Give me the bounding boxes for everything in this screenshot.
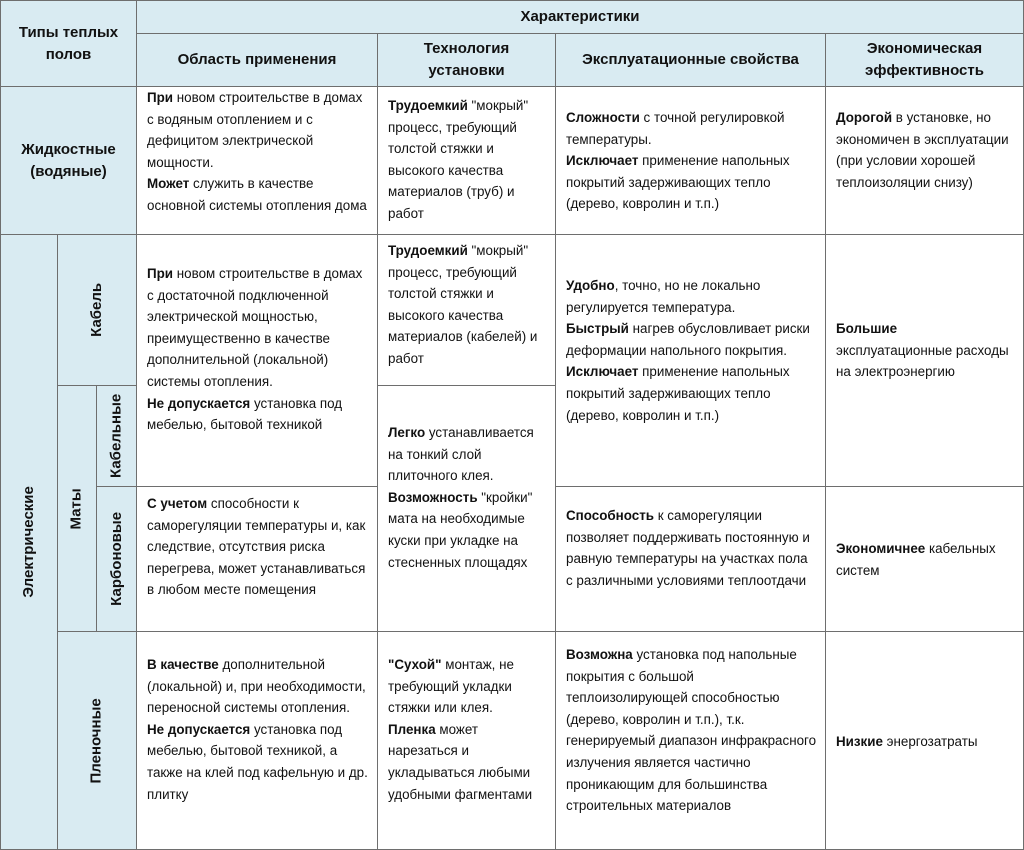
group-label-mat-carbon xyxy=(96,486,137,632)
group-label-mat-carbon-text: Карбоновые xyxy=(107,512,125,606)
cable-application xyxy=(136,234,378,487)
liquid-econ-p1: Дорогой в установке, но экономичен в эксплуатации (при условии хорошей теплоизоляции снизу) xyxy=(836,110,1009,190)
row-label-liquid-line-2: (водяные) xyxy=(30,162,107,180)
cable-operation-p3: Исключает применение напольных покрытий задерживающих тепло (дерево, ковролин и т.п.) xyxy=(566,364,790,423)
cable-operation xyxy=(555,234,826,487)
liquid-tech xyxy=(377,86,556,235)
cable-econ-p1: Большие эксплуатационные расходы на электроэнергию xyxy=(836,321,1009,380)
group-label-mats-text: Маты xyxy=(68,487,86,530)
liquid-application xyxy=(136,86,378,235)
film-application-p2: Не допускается установка под мебелью, бытовой техникой, а также на клей под кафельную и др. плитку xyxy=(147,721,368,802)
film-operation xyxy=(555,631,826,850)
header-tech xyxy=(377,33,556,87)
header-application xyxy=(136,33,378,87)
header-econ-line-1: Экономическая xyxy=(866,40,983,58)
carbon-operation-p1: Способность к саморегуляции позволяет поддерживать постоянную и равную температуры на участках пола с различными условиями теплоотдачи xyxy=(566,508,810,588)
cable-tech-p1: Трудоемкий "мокрый" процесс, требующий толстой стяжки и высокого качества материалов (кабелей) и работ xyxy=(388,243,538,366)
film-application xyxy=(136,631,378,850)
header-types-label: Типы теплых полов xyxy=(18,23,119,63)
cable-application-p2: Не допускается установка под мебелью, бытовой техникой xyxy=(147,395,343,433)
cable-operation-p1: Удобно, точно, но не локально регулируется температура. xyxy=(566,278,761,315)
mats-tech-p2: Возможность "кройки" мата на необходимые куски при укладке на стесненных площадях xyxy=(388,489,533,570)
row-label-liquid-line-1: Жидкостные xyxy=(21,140,116,158)
row-label-liquid xyxy=(0,86,137,235)
carbon-application xyxy=(136,486,378,632)
cable-tech xyxy=(377,234,556,386)
liquid-application-p2: Может служить в качестве основной системы отопления дома xyxy=(147,176,367,213)
cable-application-p1: При новом строительстве в домах с достаточной подключенной электрической мощностью, преимущественно в качестве дополнительной (локальной) системы отопления. xyxy=(147,266,363,389)
header-characteristics-label: Характеристики xyxy=(520,8,640,26)
carbon-econ-p1: Экономичнее кабельных систем xyxy=(836,541,996,578)
liquid-econ xyxy=(825,86,1024,235)
liquid-operation-p2: Исключает применение напольных покрытий задерживающих тепло (дерево, ковролин и т.п.) xyxy=(566,153,790,212)
group-label-film-text: Пленочные xyxy=(88,697,106,784)
header-tech-line-1: Технология xyxy=(423,40,510,58)
liquid-application-p1: При новом строительстве в домах с водяным отоплением и с дефицитом электрической мощности. xyxy=(147,90,363,170)
film-operation-p1: Возможна установка под напольные покрытия с большой теплоизолирующей способностью (дерево, ковролин и т.п.), т.к. генерируемый диапазон инфракрасного излучения является частично проникающим для большинства строительных материалов xyxy=(566,647,817,814)
mats-tech-p1: Легко устанавливается на тонкий слой плиточного клея. xyxy=(388,425,534,484)
cable-operation-p2: Быстрый нагрев обусловливает риски деформации напольного покрытия. xyxy=(566,321,810,358)
group-label-mat-cable xyxy=(96,385,137,487)
cable-econ xyxy=(825,234,1024,487)
group-label-electric-text: Электрические xyxy=(20,486,38,598)
header-operation xyxy=(555,33,826,87)
carbon-econ xyxy=(825,486,1024,632)
group-label-mat-cable-text: Кабельные xyxy=(107,393,125,479)
liquid-operation-p1: Сложности с точной регулировкой температуры. xyxy=(566,110,785,147)
mats-tech xyxy=(377,385,556,632)
header-types-of-floors xyxy=(0,0,137,87)
header-characteristics xyxy=(136,0,1024,34)
group-label-cable xyxy=(57,234,137,386)
header-application-label: Область применения xyxy=(177,51,337,69)
carbon-operation xyxy=(555,486,826,632)
group-label-mats xyxy=(57,385,97,632)
film-econ-p1: Низкие энергозатраты xyxy=(836,734,978,749)
group-label-electric xyxy=(0,234,58,850)
liquid-tech-p1: Трудоемкий "мокрый" процесс, требующий толстой стяжки и высокого качества материалов (труб) и работ xyxy=(388,98,529,221)
header-econ xyxy=(825,33,1024,87)
film-tech-p1: "Сухой" монтаж, не требующий укладки стяжки или клея. xyxy=(388,657,514,716)
header-econ-line-2: эффективность xyxy=(865,62,984,79)
group-label-film xyxy=(57,631,137,850)
film-application-p1: В качестве дополнительной (локальной) и, при необходимости, переносной системы отопления. xyxy=(147,657,366,716)
film-tech-p2: Пленка может нарезаться и укладываться любыми удобными фагментами xyxy=(388,721,533,802)
header-tech-line-2: установки xyxy=(428,62,505,79)
carbon-application-p1: С учетом способности к саморегуляции температуры и, как следствие, отсутствия риска перегрева, может устанавливаться в любом месте помещения xyxy=(147,496,366,598)
liquid-operation xyxy=(555,86,826,235)
film-econ xyxy=(825,631,1024,850)
group-label-cable-text: Кабель xyxy=(88,282,106,338)
film-tech xyxy=(377,631,556,850)
header-operation-label: Эксплуатационные свойства xyxy=(582,51,799,69)
